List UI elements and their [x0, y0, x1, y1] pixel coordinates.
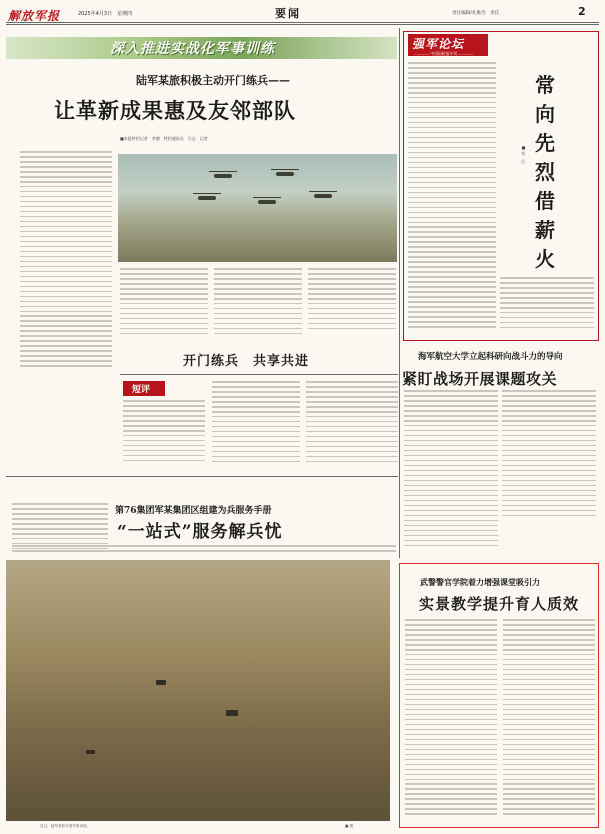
commentary-text-col1	[408, 62, 496, 338]
section-divider	[6, 476, 398, 477]
banner-title: 深入推进实战化军事训练	[110, 41, 275, 57]
vehicle-shape	[86, 750, 95, 754]
photo-credit: ■ 摄	[345, 824, 354, 828]
helicopter-photo	[118, 154, 397, 262]
brief-text-col2	[212, 381, 300, 470]
newspaper-logo: 解放军报	[8, 9, 61, 23]
commentary-author: ■ 刘 岳	[521, 145, 526, 164]
commentary-text-col2	[500, 277, 594, 337]
title-char: 薪	[535, 218, 555, 242]
lead-headline: 让革新成果惠及友邻部队	[54, 98, 296, 123]
police-headline: 实景教学提升育人质效	[419, 595, 580, 613]
editor-credit: 责任编辑/孔维浩 责任	[452, 11, 500, 16]
title-char: 向	[535, 102, 555, 126]
vehicle-shape	[156, 680, 166, 685]
lead-kicker: 陆军某旅积极主动开门练兵——	[136, 74, 290, 87]
lead-text-col2	[120, 268, 208, 342]
commentary-vertical-title	[533, 71, 557, 274]
lead-text-col3	[214, 268, 302, 342]
section-title: 要闻	[275, 7, 301, 20]
helicopter-shape	[314, 194, 332, 198]
brief-text-col3	[306, 381, 398, 470]
issue-date: 2025年4月3日 星期四	[78, 11, 133, 17]
lead-text-col1	[20, 151, 112, 377]
police-kicker: 武警警官学院着力增强课堂吸引力	[420, 577, 540, 587]
page-number: 2	[578, 5, 586, 18]
station-kicker: 第76集团军某集团区组建为兵服务手册	[115, 506, 272, 516]
station-headline: “一站式”服务解兵忧	[117, 522, 283, 542]
vehicle-shape	[226, 710, 238, 716]
title-char: 先	[535, 131, 555, 155]
subhead-rule	[120, 374, 398, 375]
navy-kicker: 海军航空大学立起科研向战斗力的导向	[418, 352, 563, 362]
commentary-subtag: ———— 中国国防报专刊 ————	[414, 51, 474, 56]
navy-text-col1	[404, 390, 498, 558]
brief-text-col1	[123, 400, 205, 470]
helicopter-shape	[214, 174, 232, 178]
police-text-col2	[503, 619, 595, 825]
station-text-row	[12, 545, 396, 557]
title-char: 烈	[535, 160, 555, 184]
helicopter-shape	[276, 172, 294, 176]
title-char: 借	[535, 189, 555, 213]
brief-tag: 短评	[132, 385, 151, 395]
navy-headline: 紧盯战场开展课题攻关	[402, 370, 558, 388]
navy-text-col2	[502, 390, 596, 558]
helicopter-shape	[258, 200, 276, 204]
police-text-col1	[405, 619, 497, 825]
helicopter-shape	[198, 196, 216, 200]
title-char: 火	[535, 247, 555, 271]
title-char: 常	[535, 73, 555, 97]
lead-byline: ■本报特约记者 李德 特约通讯员 石志 记者	[120, 136, 208, 141]
training-field-photo	[6, 560, 390, 821]
lead-subhead: 开门练兵 共享共进	[183, 354, 310, 369]
column-divider	[399, 28, 400, 558]
commentary-tag: 强军论坛	[412, 37, 465, 51]
masthead-rule	[6, 22, 599, 23]
photo-caption: 近日，陆军某旅开展军事训练。	[40, 824, 91, 828]
lead-text-col4	[308, 268, 396, 342]
